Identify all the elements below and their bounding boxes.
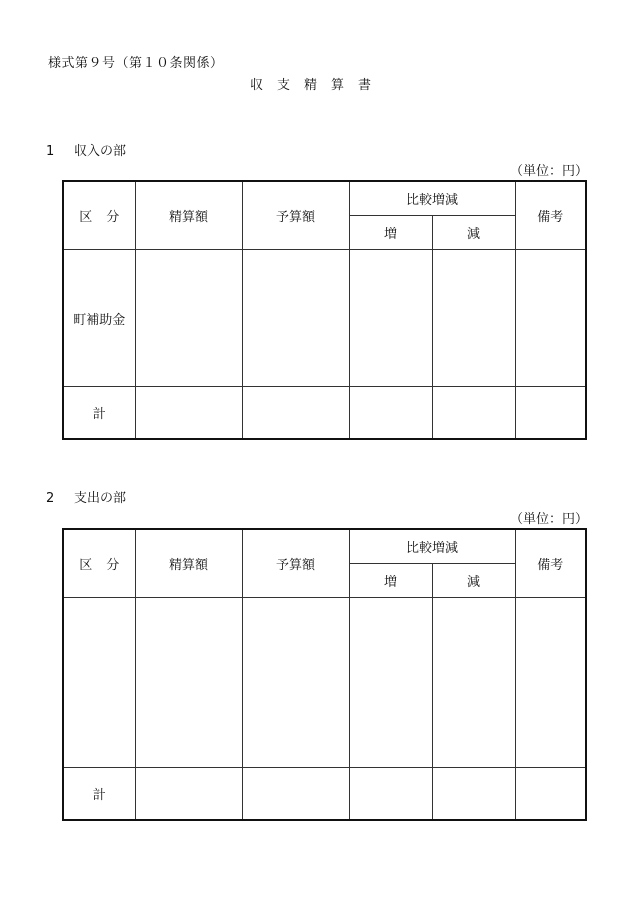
decrease-cell[interactable] (432, 598, 515, 768)
table-row (63, 598, 586, 768)
increase-header: 増 (349, 216, 432, 250)
section-number: 2 (46, 491, 55, 506)
section-title: 支出の部 (74, 491, 127, 506)
income-section-heading (46, 140, 126, 159)
section-number: 1 (46, 144, 55, 159)
budget-amount-header: 予算額 (242, 529, 349, 598)
category-header: 区分 (63, 529, 135, 598)
remarks-header: 備考 (515, 181, 586, 250)
budget-amount-cell[interactable] (242, 598, 349, 768)
table-header-row (63, 529, 586, 564)
settled-amount-header: 精算額 (135, 181, 242, 250)
unit-note: （単位：円） (509, 164, 588, 179)
category-cell: 町補助金 (63, 250, 135, 387)
budget-amount-cell[interactable] (242, 250, 349, 387)
total-increase-cell[interactable] (349, 387, 432, 439)
decrease-cell[interactable] (432, 250, 515, 387)
decrease-header: 減 (432, 564, 515, 598)
income-table (62, 180, 587, 440)
category-header: 区分 (63, 181, 135, 250)
increase-header: 増 (349, 564, 432, 598)
decrease-header: 減 (432, 216, 515, 250)
total-row (63, 387, 586, 439)
expenditure-section-heading (46, 487, 126, 506)
total-remarks-cell[interactable] (515, 387, 586, 439)
total-budget-cell[interactable] (242, 387, 349, 439)
budget-amount-header: 予算額 (242, 181, 349, 250)
unit-note: （単位：円） (509, 512, 588, 527)
table-row (63, 250, 586, 387)
total-label: 計 (63, 768, 135, 820)
form-number: 様式第９号（第１０条関係） (48, 56, 224, 71)
remarks-cell[interactable] (515, 598, 586, 768)
document-title: 収支精算書 (250, 78, 386, 93)
total-decrease-cell[interactable] (432, 768, 515, 820)
comparison-header: 比較増減 (349, 181, 515, 216)
total-budget-cell[interactable] (242, 768, 349, 820)
increase-cell[interactable] (349, 598, 432, 768)
category-cell (63, 598, 135, 768)
table-header-row (63, 181, 586, 216)
total-increase-cell[interactable] (349, 768, 432, 820)
settled-amount-cell[interactable] (135, 598, 242, 768)
total-settled-cell[interactable] (135, 768, 242, 820)
total-remarks-cell[interactable] (515, 768, 586, 820)
increase-cell[interactable] (349, 250, 432, 387)
section-title: 収入の部 (74, 144, 127, 159)
settled-amount-header: 精算額 (135, 529, 242, 598)
total-row (63, 768, 586, 820)
comparison-header: 比較増減 (349, 529, 515, 564)
total-label: 計 (63, 387, 135, 439)
remarks-header: 備考 (515, 529, 586, 598)
total-settled-cell[interactable] (135, 387, 242, 439)
settled-amount-cell[interactable] (135, 250, 242, 387)
expenditure-table (62, 528, 587, 821)
total-decrease-cell[interactable] (432, 387, 515, 439)
remarks-cell[interactable] (515, 250, 586, 387)
